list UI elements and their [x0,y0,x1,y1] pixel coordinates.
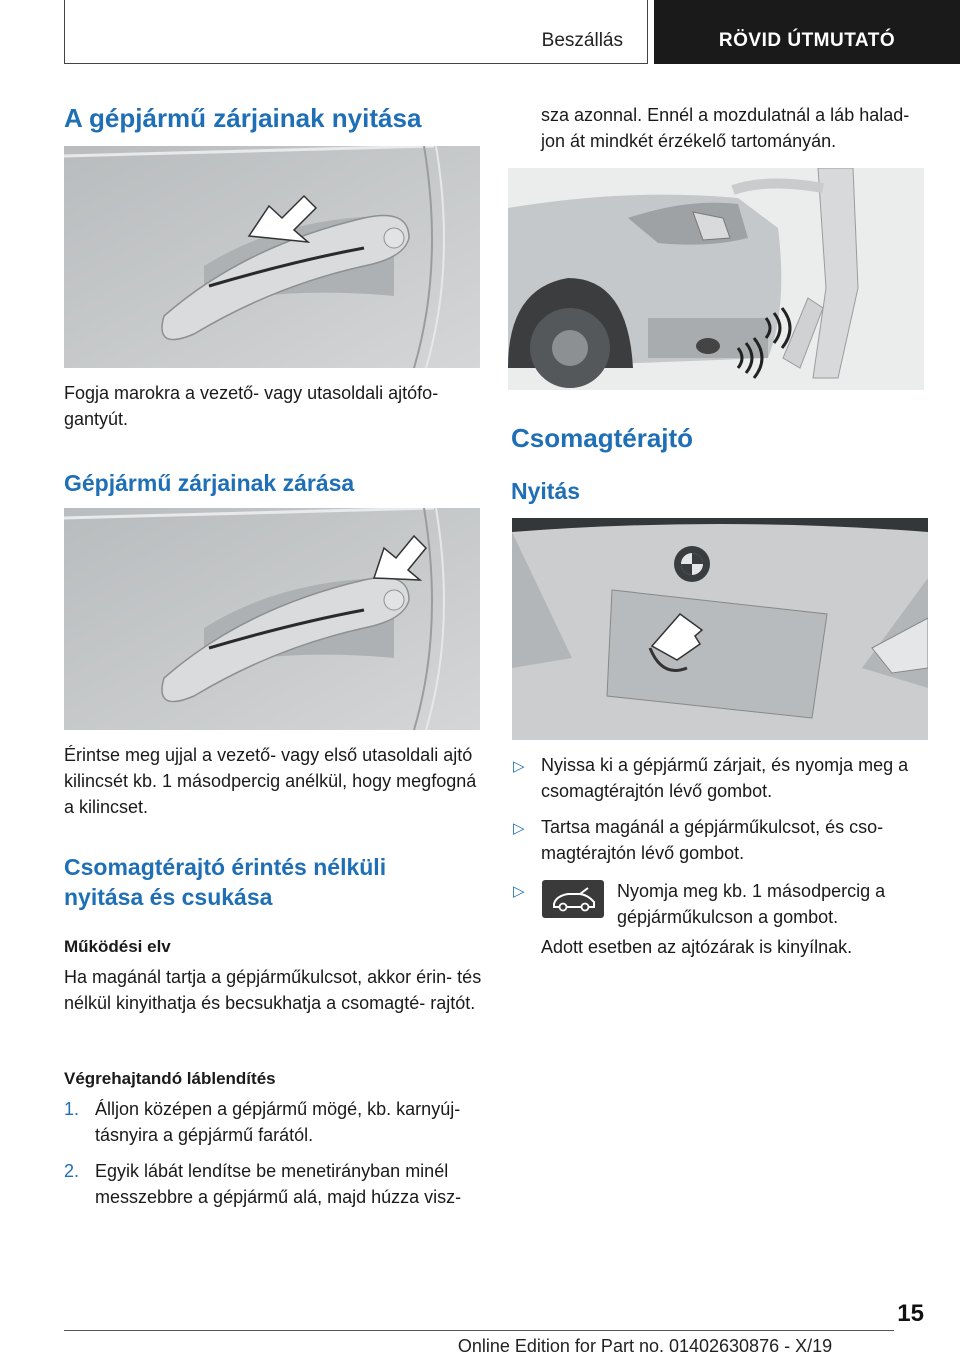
step-text: Álljon középen a gépjármű mögé, kb. karnyúj- tásnyira a gépjármű farától. [95,1099,461,1145]
trunk-button-image [512,518,928,740]
header-chapter: RÖVID ÚTMUTATÓ [718,30,896,51]
bullet-triangle-icon: ▷ [513,820,525,837]
paragraph-continued: sza azonnal. Ennél a mozdulatnál a láb halad- jon át mindkét érzékelő tartományán. [541,105,910,151]
page-number: 15 [897,1300,924,1327]
kick-sensor-image [508,168,924,390]
step-number: 1. [64,1099,80,1119]
footer-divider [64,1330,894,1331]
heading-principle: Működési elv [64,937,171,956]
heading-touchless-trunk: Csomagtérajtó érintés nélküli nyitása és csukása [64,854,387,910]
door-handle-lock-image [64,508,480,730]
heading-open-locks: A gépjármű zárjainak nyitása [64,103,422,133]
heading-lock-vehicle: Gépjármű zárjainak zárása [64,470,355,496]
step-number: 2. [64,1161,80,1181]
heading-trunk-lid: Csomagtérajtó [511,423,694,453]
header-chapter-box [654,0,960,64]
paragraph-door-locks-open: Adott esetben az ajtózárak is kinyílnak. [541,937,853,957]
bullet-text: Nyissa ki a gépjármű zárjait, és nyomja meg a csomagtérajtón lévő gombot. [541,755,909,801]
door-handle-open-image [64,146,480,368]
trunk-open-bullets [511,752,925,876]
footer-edition: Online Edition for Part no. 01402630876 - X/19 [457,1336,833,1356]
bullet-triangle-icon: ▷ [513,758,525,775]
bullet-triangle-icon: ▷ [513,883,525,900]
list-item [511,752,925,804]
list-item [511,814,925,866]
header-section-box [64,0,648,64]
key-instruction-text: Nyomja meg kb. 1 másodpercig a gépjárműkulcson a gombot. [617,881,886,927]
header-section: Beszállás [541,30,623,51]
list-item [64,1158,484,1210]
step-text: Egyik lábát lendítse be menetirányban minél messzebbre a gépjármű alá, majd húzza visz- [95,1161,462,1207]
paragraph-lock-vehicle: Érintse meg ujjal a vezető- vagy első utasoldali ajtó kilincsét kb. 1 másodpercig anélkül, hogy megfogná a kilincset. [64,745,477,817]
bullet-text: Tartsa magánál a gépjárműkulcsot, és cso- magtérajtón lévő gombot. [541,817,884,863]
car-trunk-key-icon [542,880,604,918]
paragraph-principle: Ha magánál tartja a gépjárműkulcsot, akkor érin- tés nélkül kinyithatja és becsukhatja a csomagté- rajtót. [64,967,482,1013]
heading-kick-motion: Végrehajtandó láblendítés [64,1069,276,1088]
list-item [64,1096,484,1148]
kick-steps-list [64,1096,484,1220]
paragraph-open-locks: Fogja marokra a vezető- vagy utasoldali ajtófo- gantyút. [64,383,439,429]
heading-trunk-open: Nyitás [511,478,581,504]
